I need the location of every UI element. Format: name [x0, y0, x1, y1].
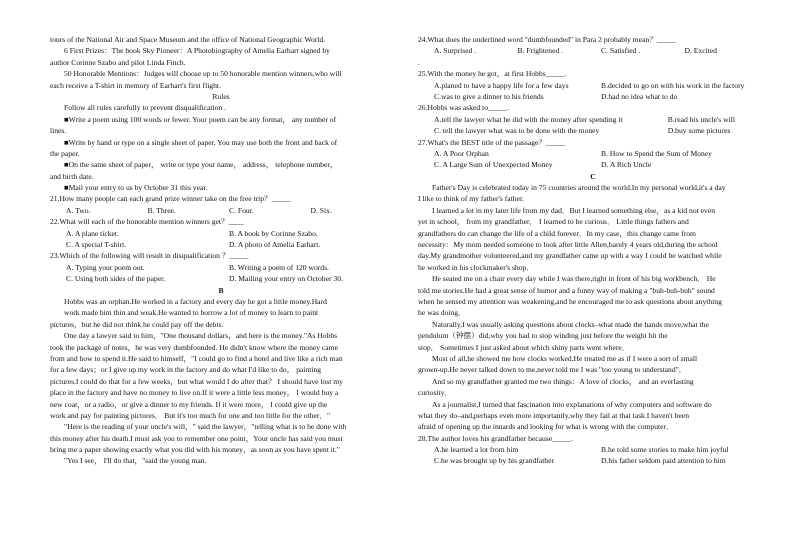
option-d: D. Excited [684, 46, 717, 56]
passage-line: pendulum（钟摆）did,why you had to stop winding just before the weight hit the [418, 331, 668, 341]
question-28-options [418, 455, 768, 466]
question-28-stem: 28.The author loves his grandfather because_____. [418, 433, 573, 443]
question-25-options [418, 80, 768, 91]
passage-line: "Yes I see， I'll do that，"said the young man. [64, 456, 207, 466]
passage-line: he worked in his clockmaker's shop． [418, 262, 534, 272]
question-21-options [50, 205, 392, 216]
question-27-options [418, 159, 768, 170]
question-23-options [50, 273, 392, 284]
rules-heading: Rules [212, 91, 230, 101]
passage-line: afraid of opening up the innards and looking for what is wrong with the computer． [418, 422, 674, 432]
option-b: B. How to Spend the Sum of Money [601, 148, 712, 158]
rules-line: and birth date. [50, 171, 94, 181]
passage-line: this money after his death.I must ask you to remember one point，Your uncle has said you must [50, 433, 343, 443]
option-a: A. Two. [66, 205, 91, 215]
passage-line: grandfathers do can change the life of a child forever．In my case，this change came from [418, 228, 696, 238]
option-c: C. tell the lawyer what was to be done with the money [434, 126, 600, 136]
left-column [50, 34, 392, 467]
passage-line: And so my grandfather granted me two things：A love of clocks， and an everlasting [432, 376, 694, 386]
option-a: A. A Poor Orphan [434, 148, 489, 158]
option-b: B. Frightened . [517, 46, 564, 56]
option-d: D. A photo of Amelia Earhart. [229, 240, 321, 250]
passage-line: new coat，or a radio，or give a dinner to my friends. If it were more， I could give up the [50, 399, 328, 409]
passage-line: necessity：My mom needed someone to look after little Allen,barely 4 years old,during the school [418, 240, 718, 250]
question-25-stem: 25.With the money he got，at first Hobbs_____. [418, 69, 567, 79]
passage-line: took the package of notes，he was very dumbfounded. He didn't know where the money came [50, 342, 338, 352]
option-b: B. A book by Corinne Szabo. [229, 228, 318, 238]
passage-line: "Here is the reading of your uncle's will，" said the lawyer，"telling what is to be done with [64, 422, 347, 432]
rules-line: ■Write by hand or type on a single sheet of paper. You may use both the front and back of [64, 137, 338, 147]
option-d: D.buy some pictures [667, 126, 731, 136]
question-27-stem: 27.What's the BEST title of the passage？_____ [418, 137, 565, 147]
option-c: C. Satisfied . [601, 46, 641, 56]
question-21-stem: 21.How many people can each grand prize winner take on the free trip？_____ [50, 194, 291, 204]
text-line: author Corinne Szabo and pilot Linda Finch. [50, 57, 186, 67]
rules-line: ■Write a poem using 100 words or fewer. Your poem can be any format， any number of [64, 114, 337, 124]
option-b: B.he told some stories to make him joyful [601, 445, 729, 455]
passage-line: Naturally,I was usually asking questions about clocks–what made the hands move,what the [432, 319, 709, 329]
option-a: A.planed to have a happy life for a few days [434, 80, 569, 90]
option-a: A. A plane ticket. [66, 228, 119, 238]
option-c: C. A special T-shirt. [66, 240, 127, 250]
passage-line: yet in school， from my grandfather． I learned to be curious． Little things fathers and [418, 217, 689, 227]
section-c-heading: C [590, 171, 596, 181]
passage-line: work made him thin and weak.He wanted to borrow a lot of money to learn to paint [64, 308, 319, 318]
option-c: C. Four. [229, 205, 254, 215]
question-22-options [50, 228, 392, 239]
right-column [418, 34, 768, 467]
question-24-stem: 24.What does the underlined word "dumbfounded" in Para 2 probably mean？_____ [418, 35, 676, 44]
rules-line: ■On the same sheet of paper， write or type your name， address， telephone number， [64, 160, 338, 170]
passage-line: from and how to spend it.He said to himself，"I could go to find a hotel and live like a rich man [50, 353, 343, 363]
passage-line: when he sensed my attention was weakening,and he encouraged me to ask questions about anything [418, 296, 722, 306]
option-a: A. Surprised . [434, 46, 477, 56]
passage-line: I like to think of my father's father. [418, 194, 524, 204]
question-27-options [418, 148, 768, 159]
question-28-options [418, 444, 768, 455]
question-24-options [418, 45, 768, 56]
option-a: A.he learned a lot from him [434, 445, 519, 455]
option-c: C. A Large Sum of Unexpected Money [434, 160, 553, 170]
passage-line: As a journalist,I turned that fascination into explanations of why computers and software do [432, 399, 712, 409]
question-22-options [50, 239, 392, 250]
passage-line: place in the factory and have no money to live on.If it were a little less money， I would buy a [50, 388, 339, 398]
passage-line: pictures.I could do that for a few weeks，but what would I do after that？ I should have lost my [50, 376, 343, 386]
option-d: D.his father seldom paid attention to him [601, 456, 726, 466]
passage-line: I learned a lot in my later life from my dad．But I learned something else，as a kid not even [432, 205, 715, 215]
rules-line: Follow all rules carefully to prevent disqualification . [64, 103, 226, 113]
option-b: B.decided to go on with his work in the factory [601, 80, 745, 90]
option-c: C.was to give a dinner to his friends [434, 91, 544, 101]
passage-line: grown-up.He never talked down to me,never told me I was "too young to understand"． [418, 365, 687, 375]
passage-line: he was doing． [418, 308, 466, 318]
option-d: D. A Rich Uncle [601, 160, 652, 170]
passage-line: told me stories.He had a great sense of humor and a funny way of making a "buh-buh-buh" sound [418, 285, 715, 295]
passage-line: work and pay for painting pictures． But it's too much for one and too little for the other．" [50, 410, 331, 420]
passage-line: Hobbs was an orphan.He worked in a factory and every day he got a little money.Hard [64, 296, 327, 306]
question-23-stem: 23.Which of the following will result in disqualification ？_____ [50, 251, 249, 261]
rules-line: ■Mail your entry to us by October 31 this year. [64, 183, 208, 193]
option-c: C. Using both sides of the paper. [66, 274, 166, 284]
text-line: each receive a T-shirt in memory of Earhart's first flight. [50, 80, 221, 90]
passage-line: Father's Day is celebrated today in 75 countries around the world.In my personal world,it's a day [432, 183, 726, 193]
option-a: A.tell the lawyer what he did with the money after spending it [434, 114, 623, 124]
option-d: D.had no idea what to do [601, 91, 678, 101]
passage-line: day.My grandmother volunteered,and my grandfather came up with a way I could be watched while [418, 251, 722, 261]
passage-line: stop． Sometimes I just asked about which shiny parts went where． [418, 342, 630, 352]
question-24-trail: . [418, 57, 420, 67]
option-c: C.he was brought up by his grandfather [434, 456, 554, 466]
question-22-stem: 22.What will each of the honorable mention winners get？____ [50, 217, 244, 227]
passage-line: He seated me on a chair every day while I was there,right in front of his big workbench． He [432, 274, 716, 284]
question-23-options [50, 262, 392, 273]
section-b-heading: B [218, 285, 224, 295]
text-line: tours of the National Air and Space Museum and the office of National Geographic World. [50, 35, 326, 44]
option-b: B.read his uncle's will [667, 114, 735, 124]
question-26-options [418, 125, 768, 136]
passage-line: Most of all,he showed me how clocks worked.He treated me as if I were a sort of small [432, 353, 698, 363]
passage-line: for a few days；or I give up my work in the factory and do what I'd like to do， painting [50, 365, 322, 375]
question-26-options [418, 114, 768, 125]
option-d: D. Six. [310, 205, 332, 215]
option-a: A. Typing your poem out. [66, 262, 145, 272]
text-line: 6 First Prizes：The book Sky Pioneer：A Photobiography of Amelia Earhart signed by [64, 46, 330, 56]
question-25-options [418, 91, 768, 102]
option-b: B. Writing a poem of 120 words. [229, 262, 329, 272]
rules-line: lines. [50, 126, 67, 136]
option-b: B. Three. [147, 205, 176, 215]
passage-line: One day a lawyer said to him，"One thousand dollars，and here is the money."As Hobbs [64, 331, 338, 341]
rules-line: the paper. [50, 148, 80, 158]
text-line: 50 Honorable Mentions：Judges will choose up to 50 honorable mention winners,who will [64, 69, 342, 79]
passage-line: curiosity． [418, 388, 453, 398]
passage-line: what they do–and,perhaps even more importantly,why they fail at that task.I haven't been [418, 410, 690, 420]
passage-line: pictures，but he did not think he could pay off the debts. [50, 319, 224, 329]
question-26-stem: 26.Hobbs was asked to_____. [418, 103, 509, 113]
passage-line: bring me a paper showing exactly what you did with his money，as soon as you have spent it." [50, 445, 340, 455]
option-d: D. Mailing your entry on October 30. [229, 274, 343, 284]
